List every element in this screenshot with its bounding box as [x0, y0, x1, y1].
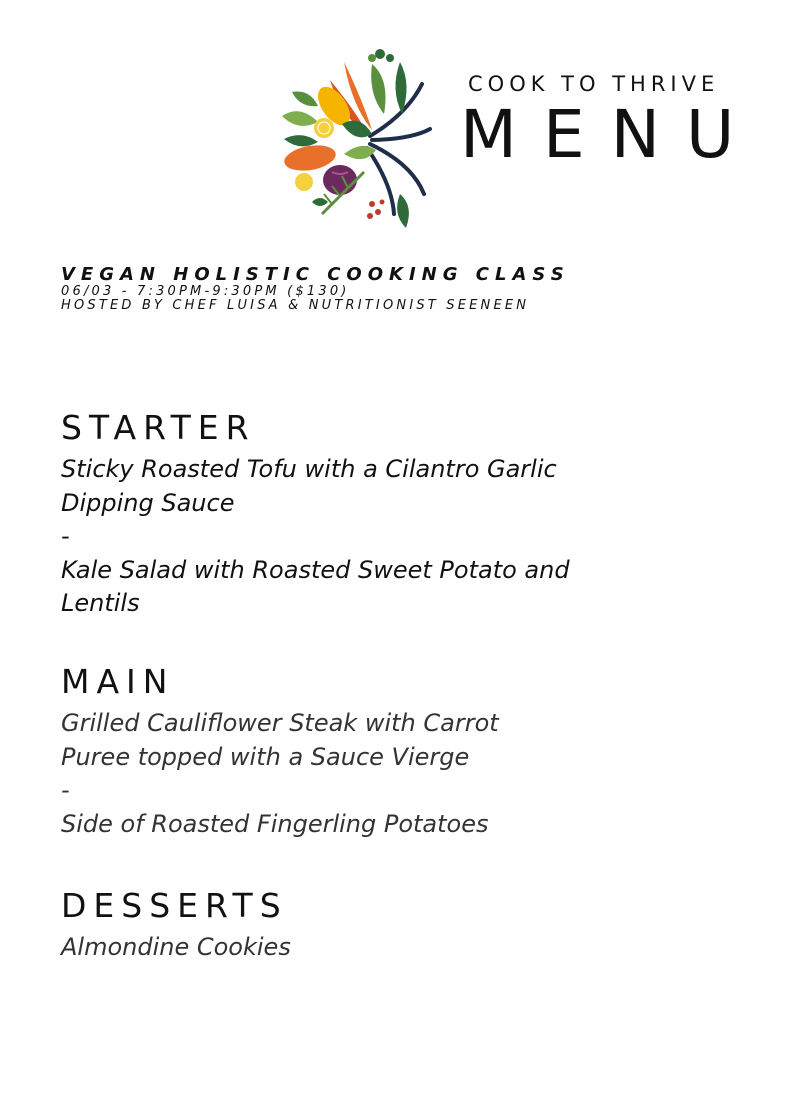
brand-name: COOK TO THRIVE — [468, 72, 720, 96]
menu-item: Almondine Cookies — [61, 933, 291, 961]
vegetable-bouquet-logo-icon — [272, 44, 442, 234]
section-starter — [61, 408, 681, 621]
section-desserts — [61, 886, 681, 965]
event-host: HOSTED BY CHEF LUISA & NUTRITIONIST SEENEEN — [61, 298, 530, 313]
menu-title: MENU — [460, 96, 761, 173]
section-items-main — [61, 707, 681, 841]
item-separator: - — [61, 522, 70, 550]
section-heading-main: MAIN — [61, 662, 175, 701]
section-heading-desserts: DESSERTS — [61, 886, 288, 925]
menu-item: Side of Roasted Fingerling Potatoes — [61, 809, 489, 838]
event-info — [61, 264, 581, 313]
section-heading-starter: STARTER — [61, 408, 256, 447]
menu-item: Grilled Cauliflower Steak with Carrot Puree topped with a Sauce Vierge — [61, 709, 499, 771]
section-main — [61, 662, 681, 841]
section-items-desserts — [61, 931, 681, 965]
item-separator: - — [61, 776, 70, 804]
event-schedule: 06/03 - 7:30PM-9:30PM ($130) — [61, 284, 350, 299]
event-title: VEGAN HOLISTIC COOKING CLASS — [61, 264, 570, 285]
menu-item: Kale Salad with Roasted Sweet Potato and Lentils — [61, 555, 570, 617]
section-items-starter — [61, 453, 681, 621]
menu-item: Sticky Roasted Tofu with a Cilantro Garlic Dipping Sauce — [61, 455, 557, 517]
